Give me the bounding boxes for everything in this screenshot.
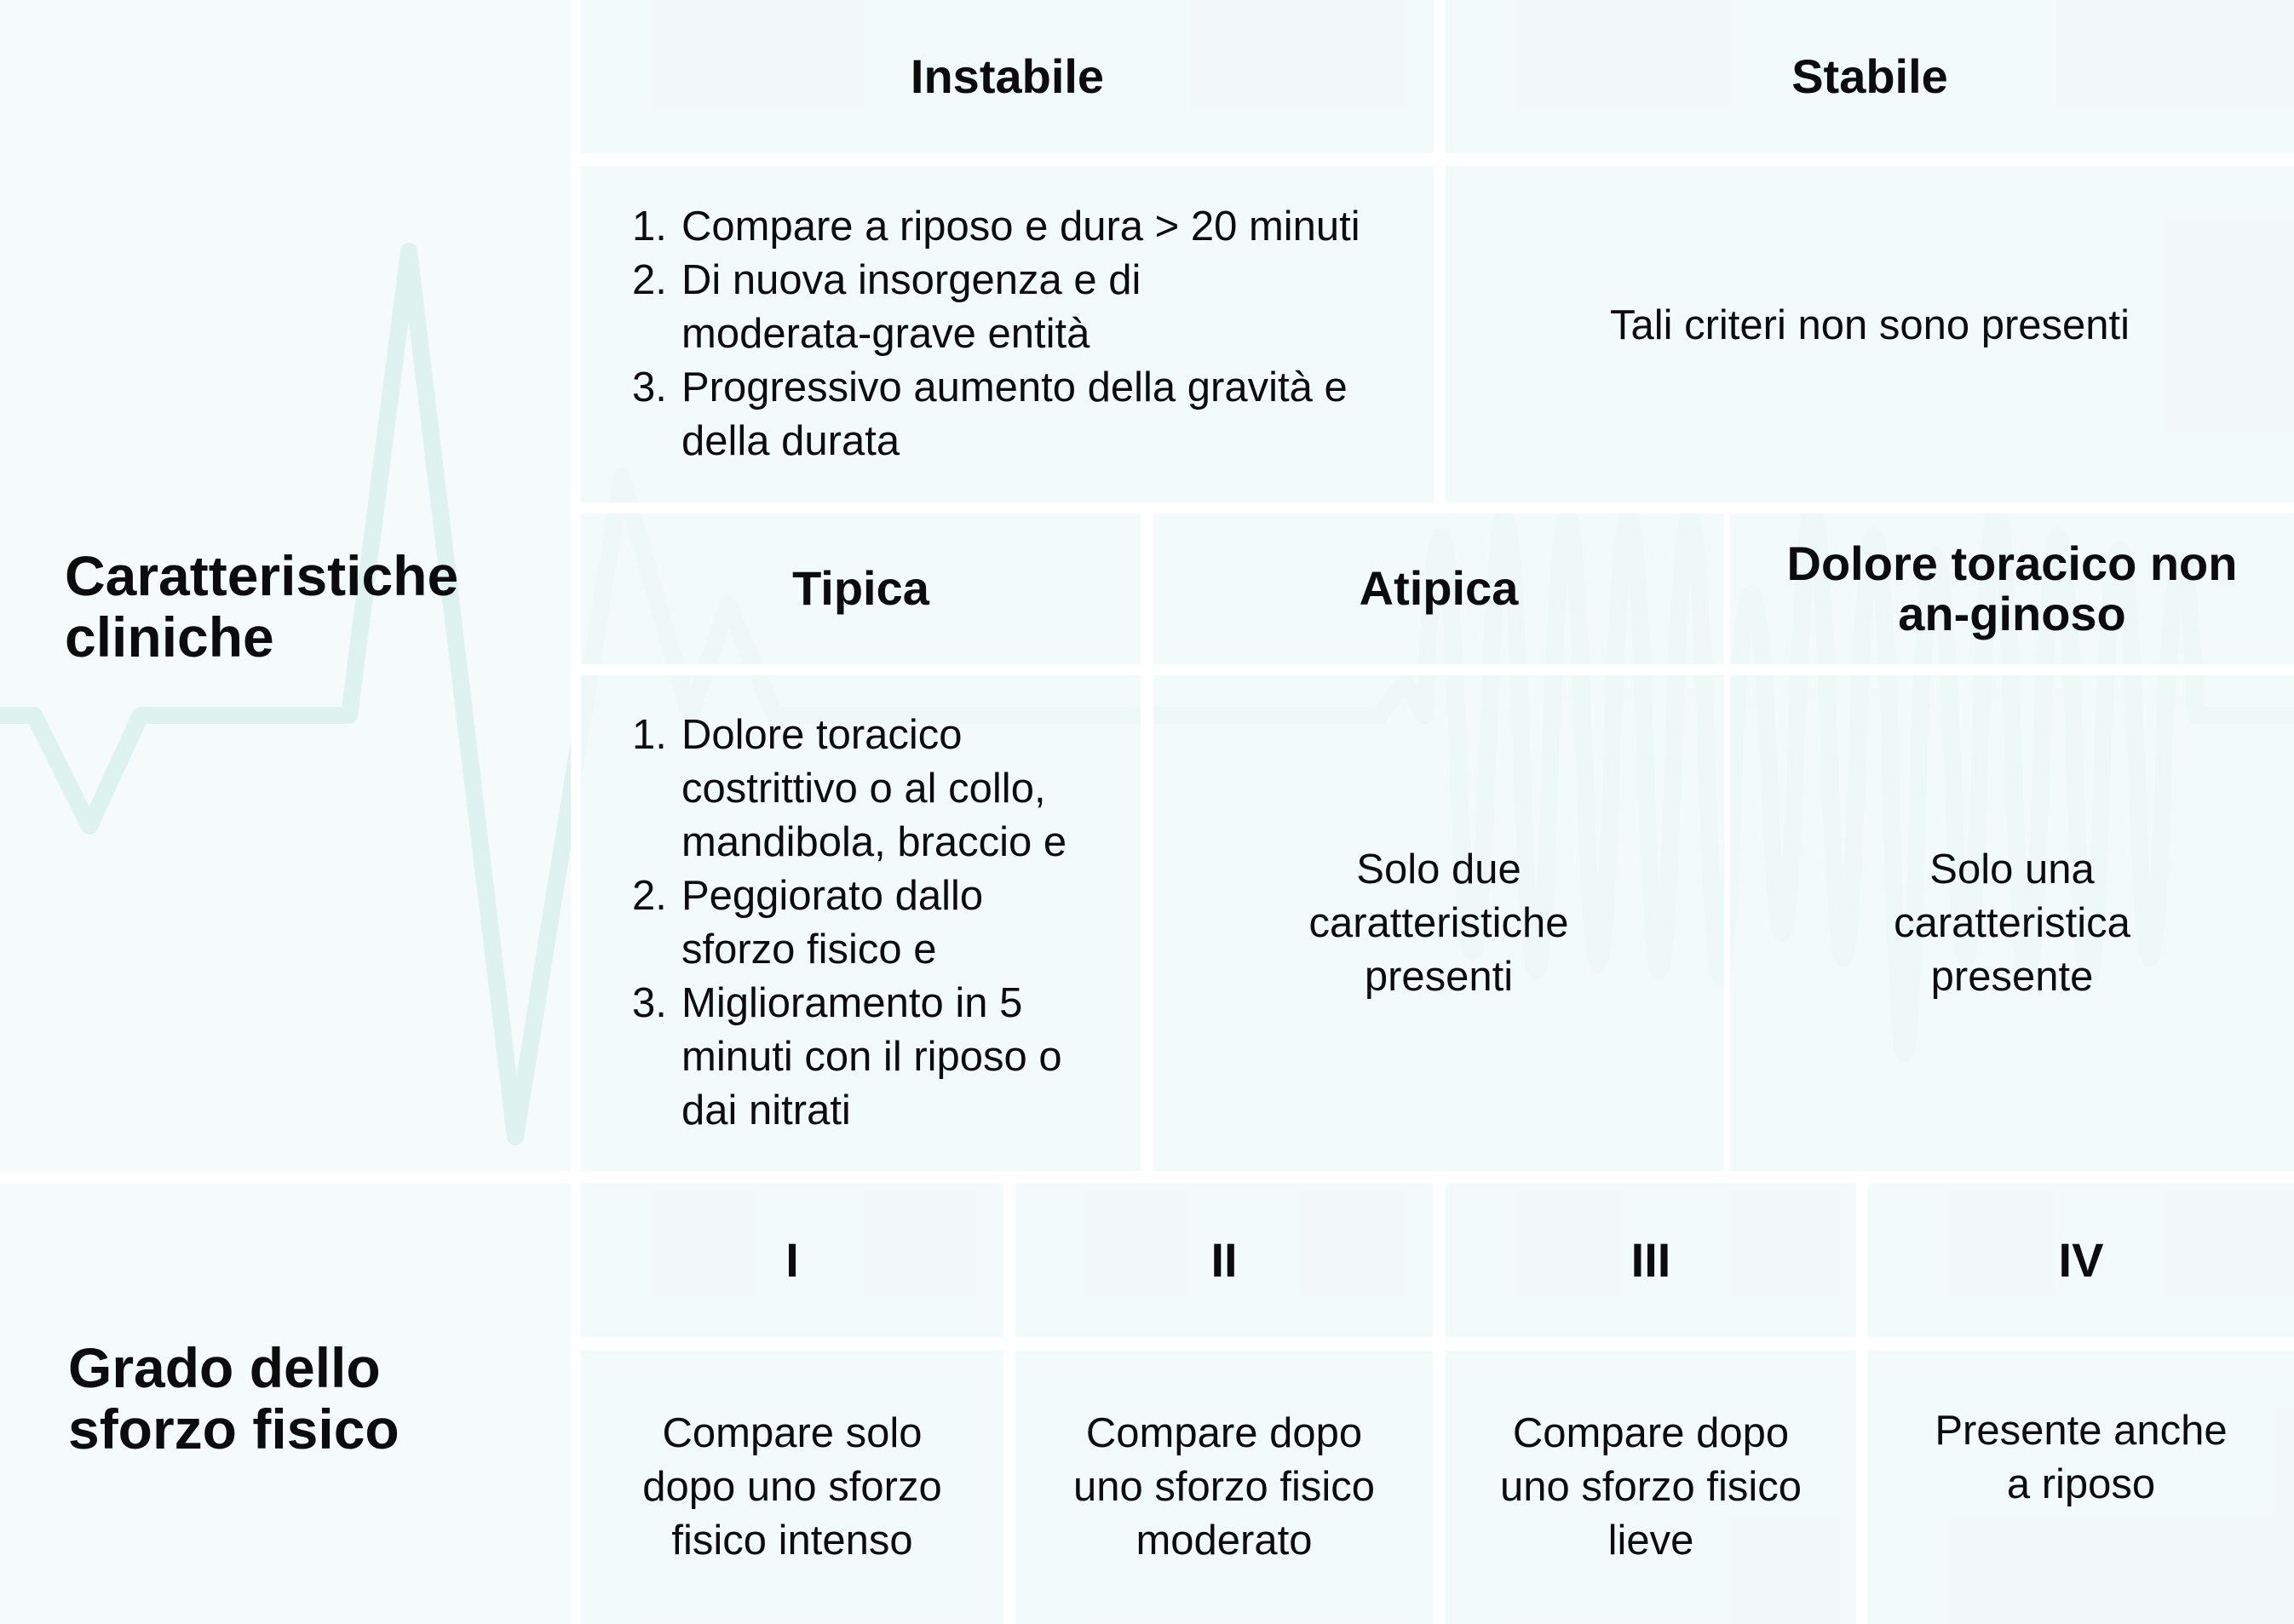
grade-description-iii (1446, 1351, 1856, 1624)
non-anginal-header-label: Dolore toracico non an-ginoso (1786, 536, 2238, 640)
atypical-description-cell (1153, 675, 1724, 1171)
stable-criteria-text: Tali criteri non sono presenti (1609, 302, 2130, 348)
row-label-effort: Grado dello sforzo fisico (68, 1336, 400, 1460)
typical-header (581, 514, 1141, 664)
typical-criterion: Dolore toracico costrittivo o al collo, mandibola, braccio e (681, 712, 1067, 865)
grid-divider (1141, 514, 1153, 1171)
unstable-criterion: Compare a riposo e dura > 20 minuti (681, 204, 1360, 250)
non-anginal-description-cell (1730, 675, 2294, 1171)
grid-divider (1724, 514, 1730, 1171)
typical-criterion: Miglioramento in 5 minuti con il riposo o dai nitrati (681, 980, 1062, 1133)
grid-divider (1003, 1184, 1015, 1624)
grade-numeral: IV (2058, 1232, 2104, 1287)
grade-description-i (581, 1351, 1003, 1624)
typical-criteria-list (632, 709, 1109, 1138)
atypical-header (1153, 514, 1724, 664)
grade-header-ii (1015, 1184, 1433, 1337)
non-anginal-header (1730, 514, 2294, 664)
typical-criterion: Peggiorato dallo sforzo fisico e (681, 873, 984, 973)
grid-divider-row-separator (0, 1171, 2294, 1184)
atypical-header-label: Atipica (1359, 561, 1519, 616)
typical-criteria-cell (581, 675, 1141, 1171)
stable-header (1446, 0, 2294, 153)
grid-divider (581, 502, 2294, 514)
unstable-criterion: Progressivo aumento della gravità e della durata (681, 364, 1348, 464)
non-anginal-description: Solo una caratteristica presente (1894, 846, 2130, 1000)
grid-divider (1433, 1184, 1446, 1624)
grade-description-iv (1868, 1351, 2294, 1624)
typical-header-label: Tipica (792, 561, 929, 616)
grade-numeral: II (1210, 1232, 1238, 1287)
atypical-description: Solo due caratteristiche presenti (1308, 846, 1569, 1000)
grade-description: Compare dopo uno sforzo fisico moderato (1072, 1410, 1376, 1564)
row-label-clinical: Caratteristiche cliniche (65, 544, 459, 669)
grade-description: Presente anche a riposo (1935, 1407, 2228, 1507)
stable-criteria-cell (1446, 166, 2294, 502)
grid-divider (1434, 0, 1446, 514)
grid-divider-left (571, 0, 581, 1624)
grade-numeral: I (785, 1232, 799, 1287)
stable-header-label: Stabile (1791, 49, 1948, 103)
grade-description: Compare dopo uno sforzo fisico lieve (1499, 1410, 1802, 1564)
grade-header-i (581, 1184, 1003, 1337)
unstable-criterion: Di nuova insorgenza e di moderata-grave entità (681, 257, 1141, 357)
grade-header-iv (1868, 1184, 2294, 1337)
unstable-header-label: Instabile (910, 49, 1105, 103)
unstable-criteria-list (632, 200, 1399, 468)
grid-divider (1856, 1184, 1868, 1624)
unstable-criteria-cell (581, 166, 1434, 502)
grade-description-ii (1015, 1351, 1433, 1624)
grade-header-iii (1446, 1184, 1856, 1337)
unstable-header (581, 0, 1434, 153)
grade-description: Compare solo dopo uno sforzo fisico intenso (642, 1410, 942, 1564)
grid-divider (581, 664, 2294, 675)
grade-numeral: III (1630, 1232, 1671, 1287)
